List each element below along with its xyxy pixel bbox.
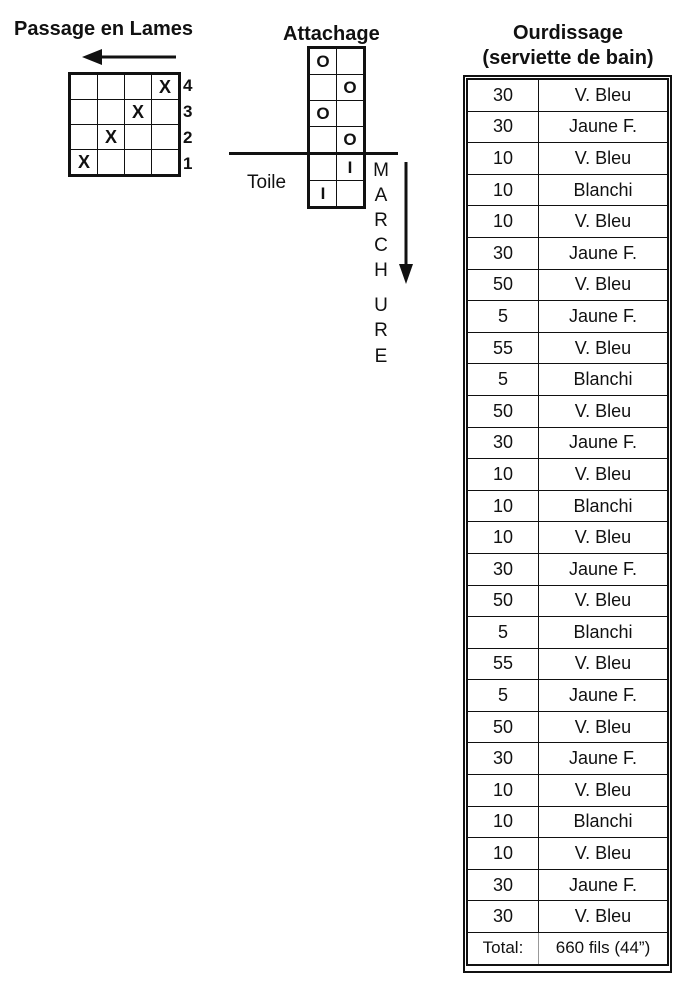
passage-row — [70, 150, 180, 176]
marchure-letter: C — [374, 235, 388, 256]
table-row — [467, 711, 668, 743]
table-row — [467, 332, 668, 364]
table-row — [467, 237, 668, 269]
passage-cell: X — [70, 150, 98, 176]
thread-count-cell: 5 — [467, 617, 539, 649]
passage-cell: X — [98, 125, 125, 150]
thread-color-cell: Jaune F. — [539, 553, 669, 585]
thread-color-cell: Jaune F. — [539, 427, 669, 459]
thread-count-cell: 55 — [467, 332, 539, 364]
table-row — [467, 648, 668, 680]
attachage-row — [309, 127, 365, 154]
table-row — [467, 79, 668, 111]
thread-color-cell: V. Bleu — [539, 711, 669, 743]
attachage-grid — [307, 46, 366, 209]
attachage-title: Attachage — [283, 23, 380, 45]
thread-color-cell: Jaune F. — [539, 680, 669, 712]
attachage-cell: I — [337, 154, 365, 181]
table-row — [467, 459, 668, 491]
thread-color-cell: Jaune F. — [539, 111, 669, 143]
passage-cell: X — [152, 74, 180, 100]
thread-color-cell: Blanchi — [539, 806, 669, 838]
ourdissage-title: Ourdissage — [512, 22, 624, 44]
shaft-number: 1 — [183, 154, 193, 173]
thread-count-cell: 10 — [467, 174, 539, 206]
shaft-number: 4 — [183, 76, 193, 95]
passage-cell — [70, 100, 98, 125]
table-row — [467, 806, 668, 838]
thread-count-cell: 30 — [467, 237, 539, 269]
attachage-cell — [337, 181, 365, 208]
thread-color-cell: V. Bleu — [539, 522, 669, 554]
attachage-row — [309, 154, 365, 181]
table-row — [467, 775, 668, 807]
attachage-cell: O — [309, 48, 337, 75]
passage-row — [70, 125, 180, 150]
thread-count-cell: 55 — [467, 648, 539, 680]
thread-count-cell: 30 — [467, 553, 539, 585]
attachage-cell: I — [309, 181, 337, 208]
passage-cell — [125, 125, 152, 150]
thread-color-cell: V. Bleu — [539, 775, 669, 807]
thread-color-cell: V. Bleu — [539, 79, 669, 111]
thread-color-cell: V. Bleu — [539, 143, 669, 175]
thread-color-cell: Blanchi — [539, 617, 669, 649]
thread-color-cell: V. Bleu — [539, 332, 669, 364]
thread-color-cell: Blanchi — [539, 174, 669, 206]
left-arrow-icon — [80, 46, 180, 68]
thread-count-cell: 50 — [467, 711, 539, 743]
passage-cell — [98, 150, 125, 176]
passage-cell — [152, 150, 180, 176]
table-row — [467, 585, 668, 617]
thread-count-cell: 10 — [467, 459, 539, 491]
thread-color-cell: Jaune F. — [539, 743, 669, 775]
thread-count-cell: 10 — [467, 522, 539, 554]
thread-color-cell: V. Bleu — [539, 838, 669, 870]
down-arrow-icon — [396, 160, 416, 286]
shaft-number: 2 — [183, 128, 193, 147]
ourdissage-table — [466, 78, 669, 966]
shaft-number: 3 — [183, 102, 193, 121]
passage-row — [70, 74, 180, 100]
marchure-letter: R — [374, 210, 388, 231]
thread-count-cell: 50 — [467, 585, 539, 617]
ourdissage-subtitle: (serviette de bain) — [482, 47, 654, 69]
thread-color-cell: V. Bleu — [539, 269, 669, 301]
thread-count-cell: 30 — [467, 427, 539, 459]
attachage-cell: O — [337, 127, 365, 154]
attachage-cell — [337, 101, 365, 127]
table-row — [467, 143, 668, 175]
table-row — [467, 395, 668, 427]
passage-cell — [125, 74, 152, 100]
table-row — [467, 680, 668, 712]
thread-color-cell: V. Bleu — [539, 585, 669, 617]
thread-count-cell: 30 — [467, 79, 539, 111]
thread-count-cell: 10 — [467, 838, 539, 870]
table-row — [467, 206, 668, 238]
thread-count-cell: 30 — [467, 901, 539, 933]
thread-color-cell: Jaune F. — [539, 301, 669, 333]
toile-label: Toile — [247, 172, 287, 193]
passage-title: Passage en Lames — [14, 18, 193, 40]
thread-count-cell: 5 — [467, 364, 539, 396]
passage-cell — [98, 100, 125, 125]
passage-cell: X — [125, 100, 152, 125]
table-row — [467, 301, 668, 333]
thread-color-cell: V. Bleu — [539, 206, 669, 238]
passage-row — [70, 100, 180, 125]
thread-count-cell: 10 — [467, 206, 539, 238]
passage-cell — [152, 100, 180, 125]
thread-color-cell: V. Bleu — [539, 459, 669, 491]
thread-count-cell: 10 — [467, 806, 539, 838]
thread-count-cell: 10 — [467, 490, 539, 522]
toile-divider-line — [229, 152, 398, 155]
thread-color-cell: Jaune F. — [539, 237, 669, 269]
table-row — [467, 522, 668, 554]
table-row — [467, 553, 668, 585]
table-row — [467, 901, 668, 933]
marchure-letter: M — [373, 160, 389, 181]
table-row — [467, 869, 668, 901]
attachage-row — [309, 75, 365, 101]
passage-grid — [68, 72, 181, 177]
thread-count-cell: 30 — [467, 869, 539, 901]
table-row — [467, 490, 668, 522]
table-row — [467, 111, 668, 143]
marchure-letter: H — [374, 260, 388, 281]
table-row — [467, 427, 668, 459]
thread-count-cell: 50 — [467, 269, 539, 301]
table-row — [467, 174, 668, 206]
attachage-cell: O — [309, 101, 337, 127]
marchure-letter: A — [374, 185, 388, 206]
passage-cell — [98, 74, 125, 100]
marchure-letter: U — [374, 295, 388, 316]
table-row — [467, 743, 668, 775]
attachage-cell: O — [337, 75, 365, 101]
table-row — [467, 838, 668, 870]
attachage-row — [309, 181, 365, 208]
thread-count-cell: 30 — [467, 111, 539, 143]
table-row — [467, 269, 668, 301]
thread-count-cell: 5 — [467, 301, 539, 333]
passage-cell — [125, 150, 152, 176]
thread-count-cell: 10 — [467, 775, 539, 807]
passage-cell — [70, 74, 98, 100]
passage-cell — [152, 125, 180, 150]
thread-count-cell: 30 — [467, 743, 539, 775]
thread-color-cell: V. Bleu — [539, 648, 669, 680]
table-row — [467, 617, 668, 649]
passage-cell — [70, 125, 98, 150]
attachage-cell — [337, 48, 365, 75]
total-row — [467, 933, 668, 965]
table-row — [467, 364, 668, 396]
total-value: 660 fils (44”) — [539, 933, 669, 965]
attachage-cell — [309, 127, 337, 154]
attachage-row — [309, 101, 365, 127]
marchure-letter: E — [374, 346, 388, 367]
total-label: Total: — [467, 933, 539, 965]
thread-color-cell: Jaune F. — [539, 869, 669, 901]
thread-color-cell: Blanchi — [539, 490, 669, 522]
thread-count-cell: 50 — [467, 395, 539, 427]
thread-count-cell: 5 — [467, 680, 539, 712]
thread-color-cell: Blanchi — [539, 364, 669, 396]
thread-count-cell: 10 — [467, 143, 539, 175]
attachage-row — [309, 48, 365, 75]
attachage-cell — [309, 154, 337, 181]
thread-color-cell: V. Bleu — [539, 901, 669, 933]
thread-color-cell: V. Bleu — [539, 395, 669, 427]
attachage-cell — [309, 75, 337, 101]
marchure-letter: R — [374, 320, 388, 341]
